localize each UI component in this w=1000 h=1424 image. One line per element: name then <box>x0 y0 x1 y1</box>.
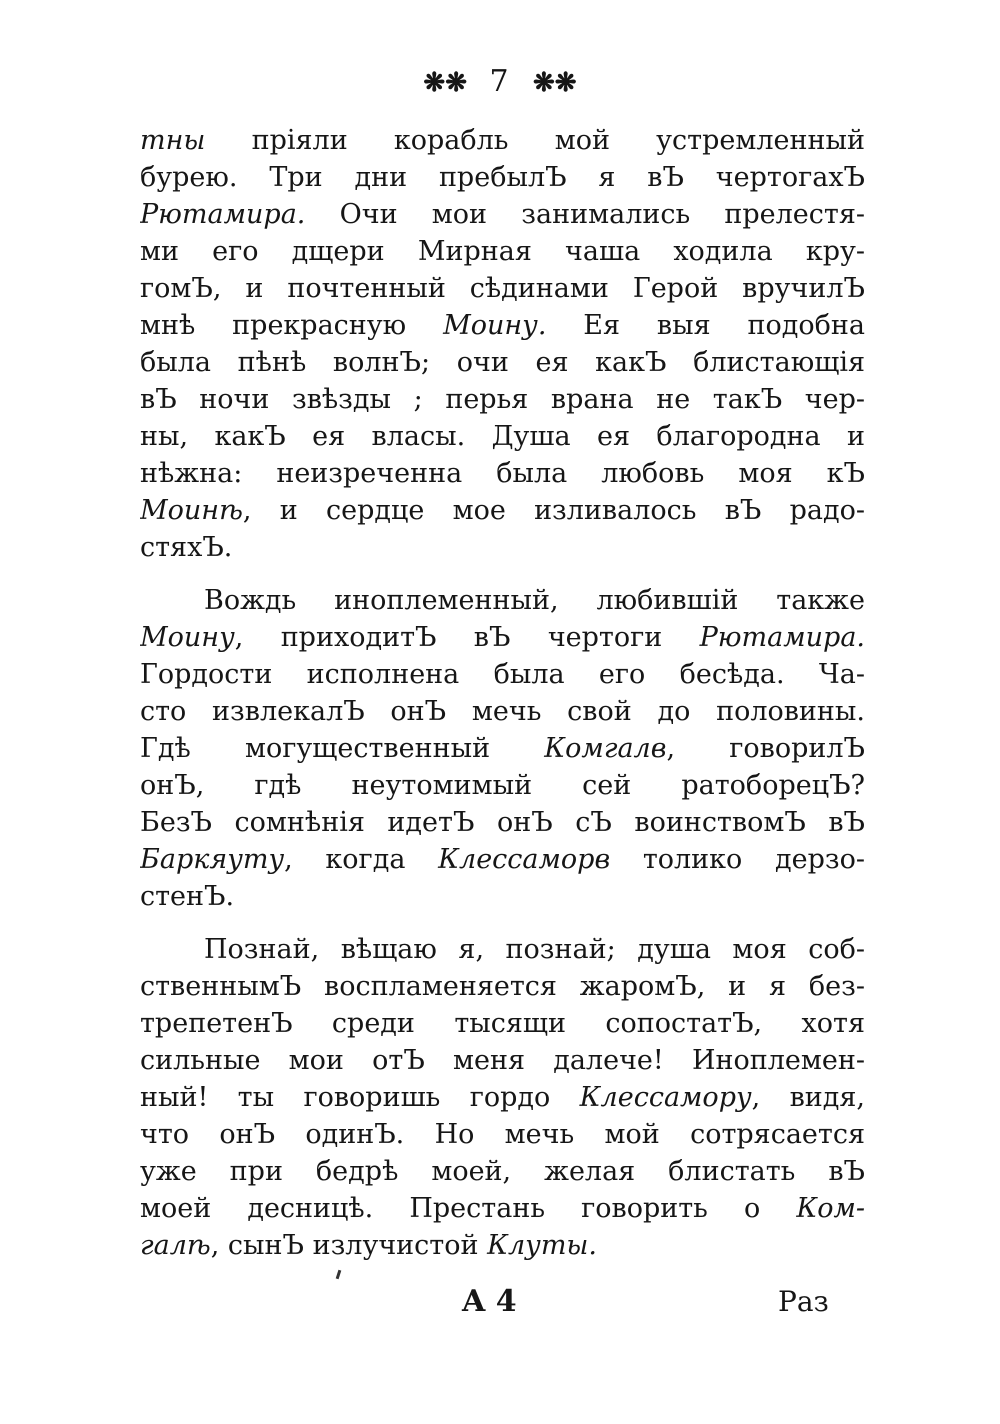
italic-name: Рютамира. <box>140 199 306 230</box>
text-segment: вЪ ночи звѣзды ; перья врана не такЪ чер- <box>140 384 865 415</box>
text-segment: Гдѣ могущественный <box>140 733 545 764</box>
text-line <box>140 931 865 968</box>
text-line <box>140 1227 865 1264</box>
catchword: Раз <box>778 1285 829 1318</box>
italic-name: Комгалв <box>544 733 667 764</box>
text-line <box>140 418 865 455</box>
text-line <box>140 656 865 693</box>
text-segment: нѣжна: неизреченна была любовь моя кЪ <box>140 458 865 489</box>
text-line <box>140 307 865 344</box>
text-line <box>140 270 865 307</box>
text-line <box>140 619 865 656</box>
body-text <box>140 122 865 1264</box>
text-line <box>140 693 865 730</box>
text-line <box>140 492 865 529</box>
text-segment: Гордости исполнена была его бесѣда. Ча- <box>140 659 865 690</box>
running-head <box>0 62 1000 103</box>
text-segment: Очи мои занимались прелестя- <box>305 199 865 230</box>
italic-name: галѣ <box>140 1230 211 1261</box>
page-number: 7 <box>489 64 511 99</box>
text-segment: трепетенЪ среди тысящи сопостатЪ, хотя <box>140 1008 865 1039</box>
text-segment: , сынЪ излучистой <box>210 1230 488 1261</box>
text-segment: сильные мои отЪ меня далече! Иноплемен- <box>140 1045 865 1076</box>
paragraph-gap <box>140 566 865 582</box>
italic-name: тны <box>140 125 206 156</box>
text-line <box>140 233 865 270</box>
italic-name: Клуты. <box>487 1230 598 1261</box>
text-line <box>140 1153 865 1190</box>
text-line <box>140 1190 865 1227</box>
text-segment: , приходитЪ вЪ чертоги <box>234 622 700 653</box>
text-segment: Ея выя подобна <box>546 310 865 341</box>
text-segment: , когда <box>284 844 439 875</box>
text-segment: ственнымЪ воспламеняется жаромЪ, и я без- <box>140 971 865 1002</box>
paragraph-gap <box>140 915 865 931</box>
text-segment: мнѣ прекрасную <box>140 310 444 341</box>
text-segment: Познай, вѣщаю я, познай; душа моя соб- <box>204 934 865 965</box>
text-segment: пріяли корабль мой устремленный <box>205 125 865 156</box>
text-segment: ны, какЪ ея власы. Душа ея благородна и <box>140 421 865 452</box>
paragraph <box>140 582 865 915</box>
italic-name: Моину <box>140 622 235 653</box>
italic-name: Клессамору <box>579 1082 752 1113</box>
italic-name: Ком- <box>796 1193 865 1224</box>
text-segment: толико дерзо- <box>610 844 865 875</box>
text-line <box>140 159 865 196</box>
text-line <box>140 381 865 418</box>
text-segment: БезЪ сомнѣнія идетЪ онЪ сЪ воинствомЪ вЪ <box>140 807 865 838</box>
text-line <box>140 529 865 566</box>
text-line <box>140 1116 865 1153</box>
italic-name: Моину. <box>443 310 547 341</box>
text-segment: , видя, <box>751 1082 865 1113</box>
page-footer <box>0 1282 1000 1322</box>
text-line <box>140 1079 865 1116</box>
text-segment: что онЪ одинЪ. Но мечь мой сотрясается <box>140 1119 865 1150</box>
ink-speck <box>336 1270 342 1279</box>
left-ornament: ❋❋ <box>423 68 467 98</box>
text-segment: сто извлекалЪ онЪ мечь свой до половины. <box>140 696 865 727</box>
text-segment: , и сердце мое изливалось вЪ радо- <box>242 495 865 526</box>
italic-name: Рютамира. <box>699 622 865 653</box>
paragraph <box>140 122 865 566</box>
text-segment: онЪ, гдѣ неутомимый сей ратоборецЪ? <box>140 770 865 801</box>
italic-name: Клессаморв <box>438 844 611 875</box>
signature-mark: A 4 <box>462 1284 517 1319</box>
text-segment: , говорилЪ <box>666 733 865 764</box>
text-line <box>140 878 865 915</box>
text-segment: была пѣнѣ волнЪ; очи ея какЪ блистающія <box>140 347 865 378</box>
text-line <box>140 196 865 233</box>
text-line <box>140 841 865 878</box>
text-line <box>140 455 865 492</box>
text-segment: ми его дщери Мирная чаша ходила кру- <box>140 236 865 267</box>
text-line <box>140 767 865 804</box>
text-line <box>140 804 865 841</box>
text-segment: моей десницѣ. Престань говорить о <box>140 1193 797 1224</box>
text-segment: гомЪ, и почтенный сѣдинами Герой вручилЪ <box>140 273 865 304</box>
text-segment: ный! ты говоришь гордо <box>140 1082 580 1113</box>
text-line <box>140 122 865 159</box>
text-line <box>140 968 865 1005</box>
text-line <box>140 344 865 381</box>
text-segment: уже при бедрѣ моей, желая блистать вЪ <box>140 1156 865 1187</box>
right-ornament: ❋❋ <box>533 68 577 98</box>
text-segment: стяхЪ. <box>140 532 233 563</box>
text-line <box>140 582 865 619</box>
italic-name: Баркяуту <box>140 844 285 875</box>
paragraph <box>140 931 865 1264</box>
text-line <box>140 1005 865 1042</box>
italic-name: Моинѣ <box>140 495 243 526</box>
text-segment: Вождь иноплеменный, любившій также <box>204 585 865 616</box>
text-segment: бурею. Три дни пребылЪ я вЪ чертогахЪ <box>140 162 865 193</box>
text-segment: стенЪ. <box>140 881 235 912</box>
text-line <box>140 1042 865 1079</box>
text-line <box>140 730 865 767</box>
